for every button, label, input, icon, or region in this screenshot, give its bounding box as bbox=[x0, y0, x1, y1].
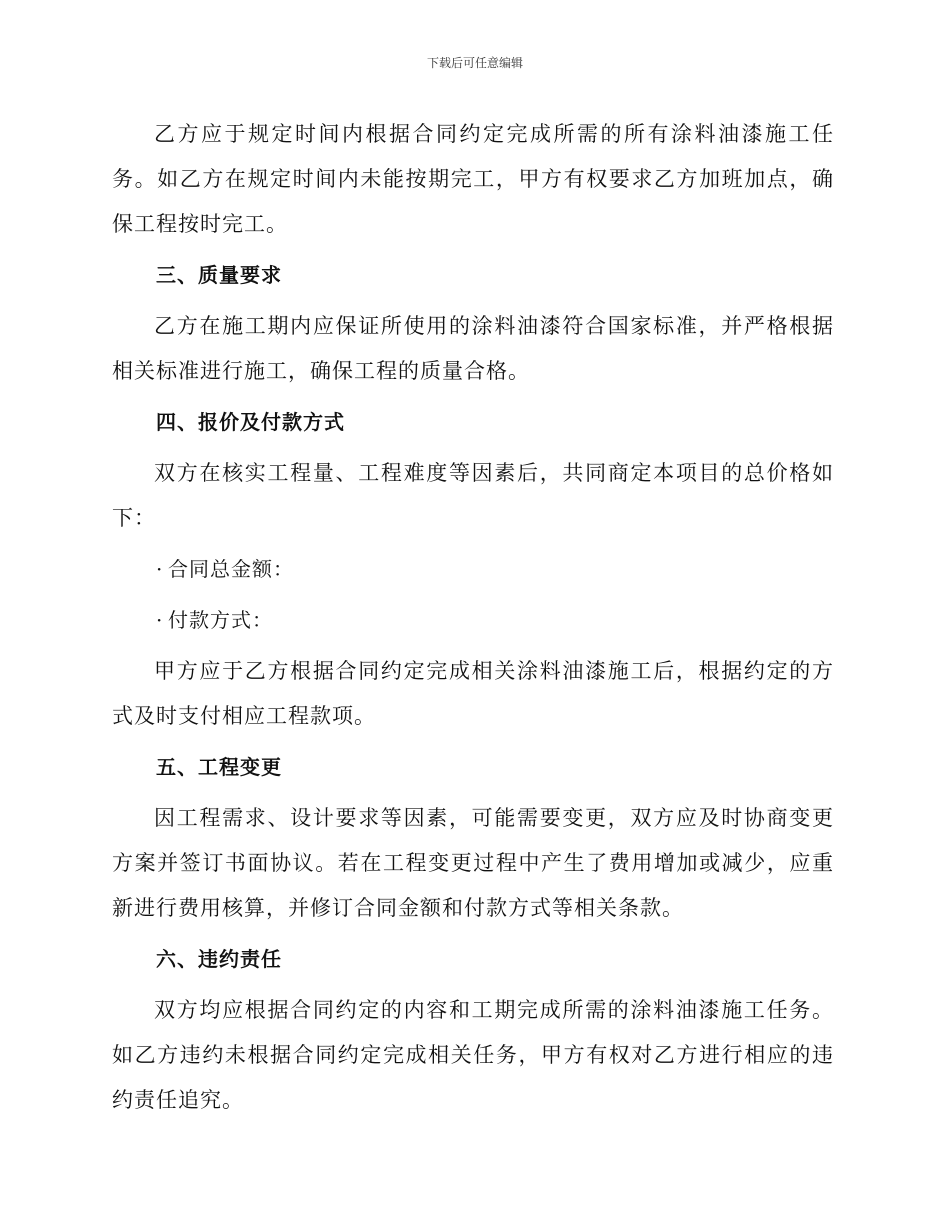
section-heading-quality: 三、质量要求 bbox=[156, 263, 282, 287]
list-item-total-amount bbox=[112, 547, 834, 592]
list-item-label: 付款方式： bbox=[168, 608, 273, 632]
header-note: 下载后可任意编辑 bbox=[426, 56, 523, 70]
list-item-label: 合同总金额： bbox=[168, 557, 294, 581]
list-item-payment-method bbox=[112, 598, 834, 643]
paragraph-changes: 因工程需求、设计要求等因素，可能需要变更，双方应及时协商变更方案并签订书面协议。若在工程变更过程中产生了费用增加或减少，应重新进行费用核算，并修订合同金额和付款方式等相关条款。 bbox=[112, 806, 834, 920]
document-body bbox=[112, 112, 834, 1129]
bullet-dot: · bbox=[156, 608, 164, 632]
paragraph-payment-terms: 甲方应于乙方根据合同约定完成相关涂料油漆施工后，根据约定的方式及时支付相应工程款项。 bbox=[112, 659, 834, 728]
paragraph-breach: 双方均应根据合同约定的内容和工期完成所需的涂料油漆施工任务。如乙方违约未根据合同约定完成相关任务，甲方有权对乙方进行相应的违约责任追究。 bbox=[112, 998, 834, 1112]
paragraph-quality: 乙方在施工期内应保证所使用的涂料油漆符合国家标准，并严格根据相关标准进行施工，确保工程的质量合格。 bbox=[112, 314, 834, 383]
paragraph-pricing: 双方在核实工程量、工程难度等因素后，共同商定本项目的总价格如下： bbox=[112, 461, 834, 530]
bullet-dot: · bbox=[156, 557, 164, 581]
section-heading-breach: 六、违约责任 bbox=[156, 947, 282, 971]
paragraph-completion-schedule: 乙方应于规定时间内根据合同约定完成所需的所有涂料油漆施工任务。如乙方在规定时间内未能按期完工，甲方有权要求乙方加班加点，确保工程按时完工。 bbox=[112, 122, 834, 236]
section-heading-changes: 五、工程变更 bbox=[156, 755, 282, 779]
section-heading-pricing: 四、报价及付款方式 bbox=[156, 410, 345, 434]
